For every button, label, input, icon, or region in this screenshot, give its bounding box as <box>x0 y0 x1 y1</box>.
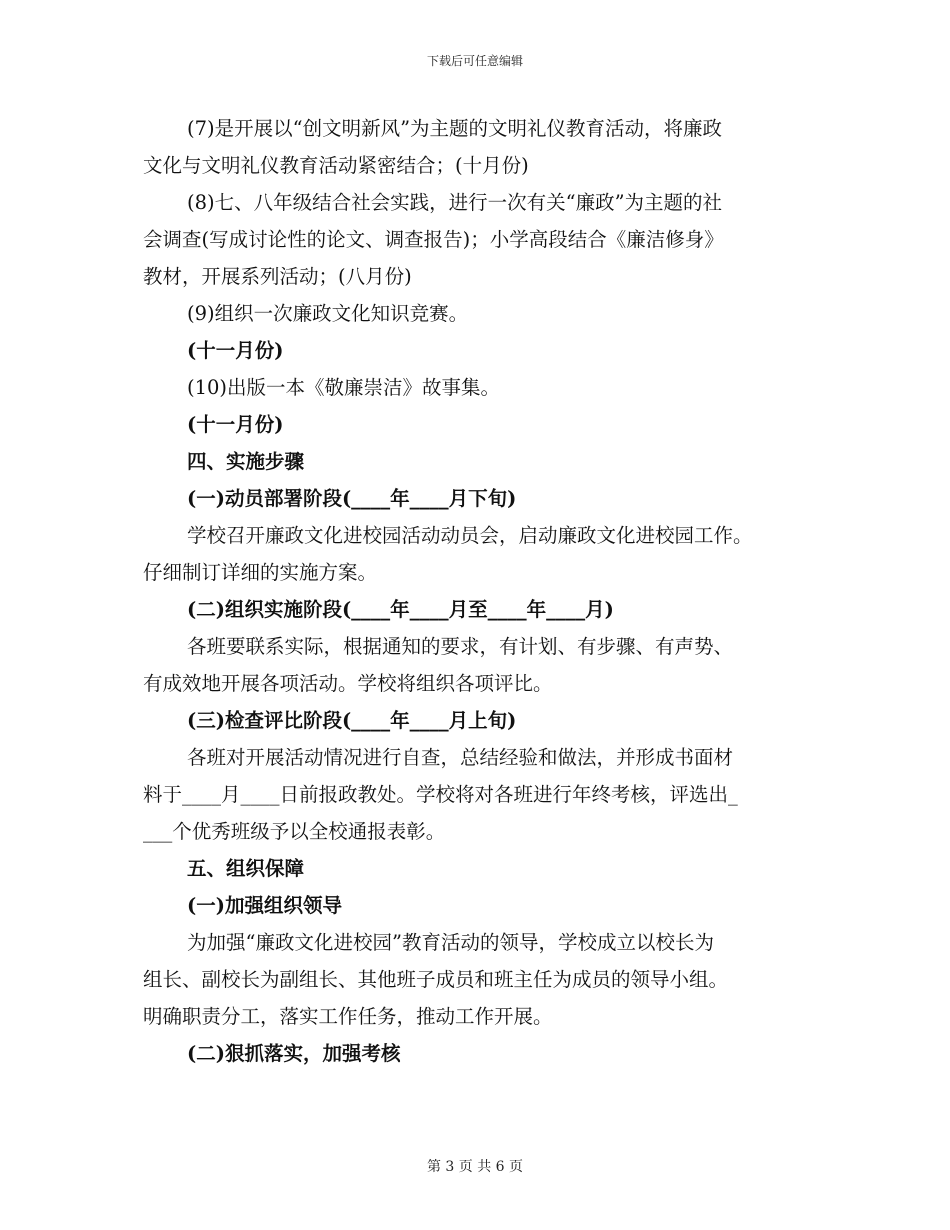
section-heading-line: (一)加强组织领导 <box>187 894 342 917</box>
paragraph-line: 仔细制订详细的实施方案。 <box>143 561 378 584</box>
paragraph-line: (10)出版一本《敬廉崇洁》故事集。 <box>187 376 501 399</box>
page-header-note: 下载后可任意编辑 <box>426 54 523 68</box>
paragraph-line: 料于____月____日前报政教处。学校将对各班进行年终考核，评选出_ <box>143 783 738 806</box>
paragraph-line: 各班要联系实际，根据通知的要求，有计划、有步骤、有声势、 <box>187 635 734 658</box>
paragraph-line: 明确职责分工，落实工作任务，推动工作开展。 <box>143 1005 553 1028</box>
section-heading-line: (十一月份) <box>187 339 284 362</box>
paragraph-line: (9)组织一次廉政文化知识竞赛。 <box>187 302 469 325</box>
page-footer: 第 3 页 共 6 页 <box>426 1159 524 1175</box>
section-heading-line: (二)狠抓落实，加强考核 <box>187 1042 401 1065</box>
paragraph-line: 各班对开展活动情况进行自查，总结经验和做法，并形成书面材 <box>187 746 734 769</box>
paragraph-line: 文化与文明礼仪教育活动紧密结合；(十月份) <box>143 154 529 177</box>
paragraph-line: 组长、副校长为副组长、其他班子成员和班主任为成员的领导小组。 <box>143 968 729 991</box>
section-heading-line: 四、实施步骤 <box>187 450 305 473</box>
paragraph-line: (8)七、八年级结合社会实践，进行一次有关“廉政”为主题的社 <box>187 191 723 214</box>
document-body <box>143 110 813 1072</box>
paragraph-line: (7)是开展以“创文明新风”为主题的文明礼仪教育活动，将廉政 <box>187 117 723 140</box>
paragraph-line: 学校召开廉政文化进校园活动动员会，启动廉政文化进校园工作。 <box>187 524 753 547</box>
section-heading-line: (一)动员部署阶段(____年____月下旬) <box>187 487 517 510</box>
paragraph-line: ___个优秀班级予以全校通报表彰。 <box>143 820 446 843</box>
paragraph-line: 为加强“廉政文化进校园”教育活动的领导，学校成立以校长为 <box>187 931 714 954</box>
section-heading-line: (三)检查评比阶段(____年____月上旬) <box>187 709 517 732</box>
paragraph-line: 会调查(写成讨论性的论文、调查报告)；小学高段结合《廉洁修身》 <box>143 228 724 251</box>
section-heading-line: 五、组织保障 <box>187 857 305 880</box>
section-heading-line: (十一月份) <box>187 413 284 436</box>
section-heading-line: (二)组织实施阶段(____年____月至____年____月) <box>187 598 614 621</box>
paragraph-line: 有成效地开展各项活动。学校将组织各项评比。 <box>143 672 553 695</box>
paragraph-line: 教材，开展系列活动；(八月份) <box>143 265 412 288</box>
